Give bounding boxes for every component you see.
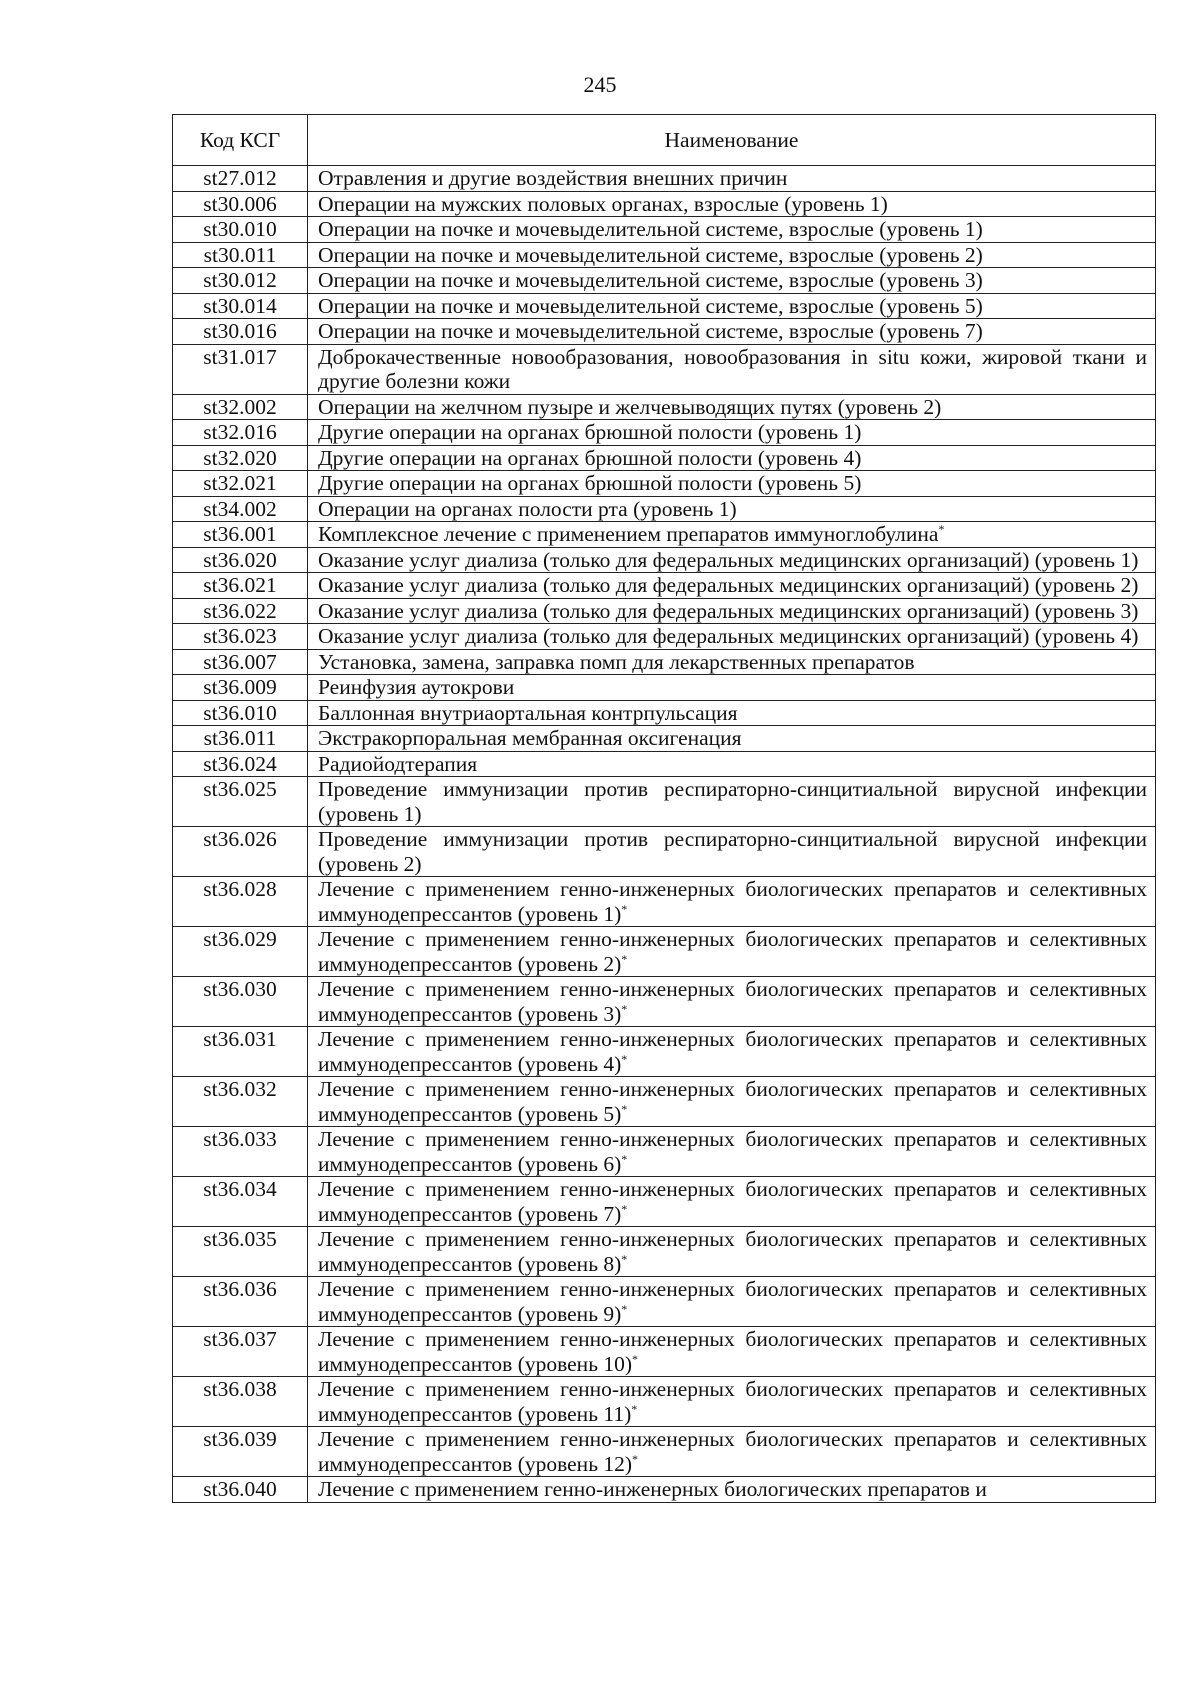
ksg-code-cell: st32.002 (173, 394, 308, 420)
ksg-name-text: Радиойодтерапия (318, 751, 478, 776)
ksg-name-text: Операции на мужских половых органах, взрослые (уровень 1) (318, 191, 888, 216)
ksg-name-text: Отравления и другие воздействия внешних причин (318, 166, 788, 190)
ksg-code-cell: st36.040 (173, 1477, 308, 1503)
ksg-name-text: Лечение с применением генно-инженерных биологических препаратов и селективных иммунодепрессантов (уровень 7) (318, 1177, 1147, 1226)
ksg-name-text: Другие операции на органах брюшной полости (уровень 4) (318, 445, 862, 470)
ksg-name-text: Лечение с применением генно-инженерных биологических препаратов и (318, 1477, 987, 1501)
ksg-name-text: Лечение с применением генно-инженерных биологических препаратов и селективных иммунодепрессантов (уровень 11) (318, 1377, 1147, 1426)
footnote-mark: * (621, 1251, 628, 1266)
footnote-mark: * (621, 1101, 628, 1116)
ksg-name-cell (308, 675, 1156, 701)
table-row (173, 777, 1156, 827)
ksg-name-cell (308, 293, 1156, 319)
ksg-code-cell: st36.039 (173, 1427, 308, 1477)
ksg-name-cell (308, 445, 1156, 471)
ksg-name-cell (308, 877, 1156, 927)
ksg-name-cell (308, 700, 1156, 726)
footnote-mark: * (621, 901, 628, 916)
ksg-name-text: Комплексное лечение с применением препаратов иммуноглобулина (318, 522, 939, 546)
ksg-code-cell: st32.016 (173, 420, 308, 446)
ksg-code-cell: st36.028 (173, 877, 308, 927)
ksg-name-cell (308, 827, 1156, 877)
ksg-name-cell (308, 420, 1156, 446)
ksg-code-cell: st36.033 (173, 1127, 308, 1177)
table-row (173, 1227, 1156, 1277)
ksg-name-text: Лечение с применением генно-инженерных биологических препаратов и селективных иммунодепрессантов (уровень 8) (318, 1227, 1147, 1276)
ksg-name-cell (308, 1477, 1156, 1503)
ksg-name-cell (308, 1277, 1156, 1327)
footnote-mark: * (621, 1201, 628, 1216)
ksg-code-cell: st36.021 (173, 573, 308, 599)
ksg-code-cell: st36.023 (173, 624, 308, 650)
table-row (173, 522, 1156, 548)
table-row (173, 496, 1156, 522)
ksg-name-text: Проведение иммунизации против респираторно-синцитиальной вирусной инфекции (уровень 2) (318, 827, 1147, 876)
ksg-code-cell: st36.038 (173, 1377, 308, 1427)
ksg-name-cell (308, 166, 1156, 192)
ksg-name-text: Операции на желчном пузыре и желчевыводящих путях (уровень 2) (318, 394, 942, 419)
footnote-mark: * (938, 522, 945, 536)
table-row (173, 573, 1156, 599)
ksg-name-cell (308, 496, 1156, 522)
ksg-name-cell (308, 1227, 1156, 1277)
table-row (173, 649, 1156, 675)
table-row (173, 977, 1156, 1027)
table-row (173, 624, 1156, 650)
ksg-name-cell (308, 191, 1156, 217)
ksg-name-text: Операции на почке и мочевыделительной системе, взрослые (уровень 5) (318, 293, 983, 318)
ksg-name-cell (308, 1177, 1156, 1227)
ksg-code-cell: st36.024 (173, 751, 308, 777)
ksg-name-cell (308, 977, 1156, 1027)
ksg-name-text: Экстракорпоральная мембранная оксигенация (318, 726, 742, 750)
ksg-name-text: Проведение иммунизации против респираторно-синцитиальной вирусной инфекции (уровень 1) (318, 777, 1147, 826)
table-row (173, 166, 1156, 192)
ksg-code-cell: st32.020 (173, 445, 308, 471)
ksg-name-text: Другие операции на органах брюшной полости (уровень 1) (318, 420, 862, 444)
ksg-code-cell: st36.009 (173, 675, 308, 701)
ksg-code-cell: st36.032 (173, 1077, 308, 1127)
table-row (173, 191, 1156, 217)
table-row (173, 877, 1156, 927)
table-row (173, 1177, 1156, 1227)
table-row (173, 1427, 1156, 1477)
ksg-name-cell (308, 1377, 1156, 1427)
footnote-mark: * (621, 1051, 628, 1066)
table-row (173, 598, 1156, 624)
ksg-name-text: Лечение с применением генно-инженерных биологических препаратов и селективных иммунодепрессантов (уровень 5) (318, 1077, 1147, 1126)
table-row (173, 293, 1156, 319)
ksg-code-cell: st36.020 (173, 547, 308, 573)
ksg-code-cell: st36.034 (173, 1177, 308, 1227)
ksg-name-cell (308, 1327, 1156, 1377)
footnote-mark: * (632, 1351, 639, 1366)
ksg-name-text: Доброкачественные новообразования, новообразования in situ кожи, жировой ткани и другие болезни кожи (318, 344, 1147, 393)
ksg-name-text: Другие операции на органах брюшной полости (уровень 5) (318, 471, 862, 495)
ksg-code-cell: st30.006 (173, 191, 308, 217)
ksg-name-cell (308, 1427, 1156, 1477)
ksg-code-cell: st36.026 (173, 827, 308, 877)
table-row (173, 675, 1156, 701)
ksg-code-cell: st30.010 (173, 217, 308, 243)
table-row (173, 1327, 1156, 1377)
ksg-name-cell (308, 217, 1156, 243)
ksg-name-cell (308, 344, 1156, 394)
ksg-name-cell (308, 242, 1156, 268)
header-code: Код КСГ (173, 115, 308, 166)
ksg-name-text: Установка, замена, заправка помп для лекарственных препаратов (318, 649, 915, 674)
ksg-code-cell: st30.016 (173, 319, 308, 345)
ksg-name-text: Операции на органах полости рта (уровень 1) (318, 496, 737, 521)
ksg-name-text: Операции на почке и мочевыделительной системе, взрослые (уровень 2) (318, 242, 983, 267)
ksg-name-cell (308, 547, 1156, 573)
ksg-name-cell (308, 1077, 1156, 1127)
ksg-name-cell (308, 777, 1156, 827)
ksg-name-cell (308, 394, 1156, 420)
ksg-code-cell: st36.031 (173, 1027, 308, 1077)
ksg-name-cell (308, 649, 1156, 675)
table-row (173, 1377, 1156, 1427)
ksg-code-cell: st36.035 (173, 1227, 308, 1277)
table-row (173, 242, 1156, 268)
ksg-name-cell (308, 319, 1156, 345)
ksg-code-cell: st36.025 (173, 777, 308, 827)
table-row (173, 217, 1156, 243)
ksg-name-text: Оказание услуг диализа (только для федеральных медицинских организаций) (уровень 3) (318, 598, 1139, 623)
page-number: 245 (583, 72, 617, 97)
ksg-code-cell: st36.007 (173, 649, 308, 675)
table-row (173, 726, 1156, 752)
footnote-mark: * (631, 1401, 638, 1416)
ksg-name-cell (308, 522, 1156, 548)
table-row (173, 1277, 1156, 1327)
table-row (173, 394, 1156, 420)
ksg-code-cell: st30.012 (173, 268, 308, 294)
ksg-name-text: Операции на почке и мочевыделительной системе, взрослые (уровень 1) (318, 217, 983, 241)
ksg-code-cell: st34.002 (173, 496, 308, 522)
ksg-code-cell: st36.029 (173, 927, 308, 977)
table-row (173, 547, 1156, 573)
ksg-code-cell: st36.001 (173, 522, 308, 548)
ksg-code-cell: st36.036 (173, 1277, 308, 1327)
ksg-name-cell (308, 927, 1156, 977)
ksg-name-text: Оказание услуг диализа (только для федеральных медицинских организаций) (уровень 1) (318, 547, 1139, 572)
table-row (173, 471, 1156, 497)
ksg-name-cell (308, 624, 1156, 650)
table-row (173, 420, 1156, 446)
table-body (173, 166, 1156, 1503)
ksg-code-cell: st30.011 (173, 242, 308, 268)
ksg-code-cell: st36.030 (173, 977, 308, 1027)
ksg-name-text: Лечение с применением генно-инженерных биологических препаратов и селективных иммунодепрессантов (уровень 10) (318, 1327, 1147, 1376)
table-row (173, 268, 1156, 294)
table-row (173, 1027, 1156, 1077)
table-row (173, 700, 1156, 726)
table-row (173, 344, 1156, 394)
table-header-row (173, 115, 1156, 166)
ksg-name-text: Лечение с применением генно-инженерных биологических препаратов и селективных иммунодепрессантов (уровень 2) (318, 927, 1147, 976)
ksg-name-text: Лечение с применением генно-инженерных биологических препаратов и селективных иммунодепрессантов (уровень 12) (318, 1427, 1147, 1476)
ksg-name-cell (308, 751, 1156, 777)
ksg-name-cell (308, 471, 1156, 497)
ksg-name-cell (308, 268, 1156, 294)
ksg-name-cell (308, 726, 1156, 752)
ksg-code-cell: st32.021 (173, 471, 308, 497)
footnote-mark: * (621, 1151, 628, 1166)
ksg-name-cell (308, 1127, 1156, 1177)
ksg-code-cell: st27.012 (173, 166, 308, 192)
ksg-name-cell (308, 1027, 1156, 1077)
ksg-code-cell: st36.010 (173, 700, 308, 726)
ksg-name-text: Лечение с применением генно-инженерных биологических препаратов и селективных иммунодепрессантов (уровень 4) (318, 1027, 1147, 1076)
footnote-mark: * (621, 951, 628, 966)
ksg-code-cell: st36.022 (173, 598, 308, 624)
ksg-name-text: Оказание услуг диализа (только для федеральных медицинских организаций) (уровень 4) (318, 624, 1139, 648)
ksg-name-text: Лечение с применением генно-инженерных биологических препаратов и селективных иммунодепрессантов (уровень 3) (318, 977, 1147, 1026)
ksg-name-text: Реинфузия аутокрови (318, 675, 515, 699)
ksg-name-text: Баллонная внутриаортальная контрпульсация (318, 700, 738, 725)
ksg-name-text: Лечение с применением генно-инженерных биологических препаратов и селективных иммунодепрессантов (уровень 1) (318, 877, 1147, 926)
ksg-name-cell (308, 573, 1156, 599)
ksg-code-cell: st36.037 (173, 1327, 308, 1377)
ksg-code-cell: st36.011 (173, 726, 308, 752)
ksg-name-text: Операции на почке и мочевыделительной системе, взрослые (уровень 3) (318, 268, 983, 292)
ksg-name-text: Оказание услуг диализа (только для федеральных медицинских организаций) (уровень 2) (318, 573, 1139, 597)
table-row (173, 1077, 1156, 1127)
table-row (173, 1477, 1156, 1503)
table-row (173, 827, 1156, 877)
table-row (173, 319, 1156, 345)
ksg-code-cell: st31.017 (173, 344, 308, 394)
ksg-code-cell: st30.014 (173, 293, 308, 319)
ksg-table (172, 114, 1156, 1503)
ksg-name-cell (308, 598, 1156, 624)
table-row (173, 1127, 1156, 1177)
ksg-name-text: Операции на почке и мочевыделительной системе, взрослые (уровень 7) (318, 319, 983, 343)
footnote-mark: * (632, 1451, 639, 1466)
footnote-mark: * (621, 1301, 628, 1316)
table-row (173, 751, 1156, 777)
table-row (173, 445, 1156, 471)
ksg-name-text: Лечение с применением генно-инженерных биологических препаратов и селективных иммунодепрессантов (уровень 9) (318, 1277, 1147, 1326)
footnote-mark: * (621, 1001, 628, 1016)
header-name: Наименование (308, 115, 1156, 166)
table-row (173, 927, 1156, 977)
ksg-name-text: Лечение с применением генно-инженерных биологических препаратов и селективных иммунодепрессантов (уровень 6) (318, 1127, 1147, 1176)
